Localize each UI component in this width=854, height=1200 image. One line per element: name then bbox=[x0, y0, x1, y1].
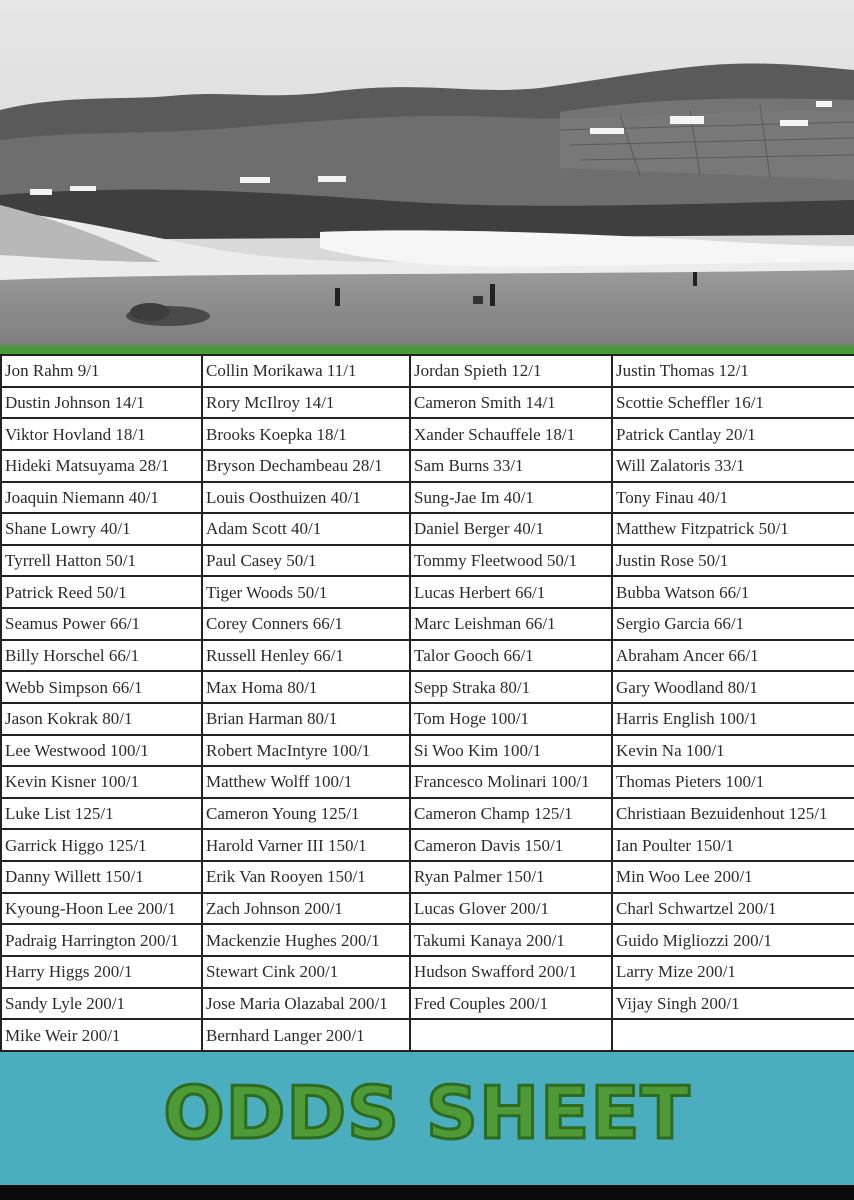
odds-cell: Ian Poulter 150/1 bbox=[612, 829, 854, 861]
odds-cell: Si Woo Kim 100/1 bbox=[410, 735, 612, 767]
odds-cell: Ryan Palmer 150/1 bbox=[410, 861, 612, 893]
odds-cell: Zach Johnson 200/1 bbox=[202, 893, 410, 925]
table-row bbox=[1, 576, 854, 608]
odds-cell: Jason Kokrak 80/1 bbox=[1, 703, 202, 735]
title-banner bbox=[0, 1052, 854, 1185]
odds-cell: Harold Varner III 150/1 bbox=[202, 829, 410, 861]
odds-cell: Christiaan Bezuidenhout 125/1 bbox=[612, 798, 854, 830]
table-row bbox=[1, 703, 854, 735]
odds-cell: Tony Finau 40/1 bbox=[612, 482, 854, 514]
odds-cell: Padraig Harrington 200/1 bbox=[1, 924, 202, 956]
odds-cell: Joaquin Niemann 40/1 bbox=[1, 482, 202, 514]
odds-cell: Tom Hoge 100/1 bbox=[410, 703, 612, 735]
table-row bbox=[1, 798, 854, 830]
odds-cell: Sergio Garcia 66/1 bbox=[612, 608, 854, 640]
odds-cell: Tiger Woods 50/1 bbox=[202, 576, 410, 608]
odds-cell bbox=[612, 1019, 854, 1051]
table-row bbox=[1, 893, 854, 925]
odds-cell: Sepp Straka 80/1 bbox=[410, 671, 612, 703]
odds-cell: Lucas Glover 200/1 bbox=[410, 893, 612, 925]
odds-cell: Billy Horschel 66/1 bbox=[1, 640, 202, 672]
table-row bbox=[1, 766, 854, 798]
odds-cell: Larry Mize 200/1 bbox=[612, 956, 854, 988]
table-row bbox=[1, 924, 854, 956]
odds-cell: Scottie Scheffler 16/1 bbox=[612, 387, 854, 419]
odds-cell: Fred Couples 200/1 bbox=[410, 988, 612, 1020]
odds-cell: Justin Thomas 12/1 bbox=[612, 355, 854, 387]
odds-cell: Sam Burns 33/1 bbox=[410, 450, 612, 482]
odds-cell: Kyoung-Hoon Lee 200/1 bbox=[1, 893, 202, 925]
odds-cell: Harris English 100/1 bbox=[612, 703, 854, 735]
odds-cell: Rory McIlroy 14/1 bbox=[202, 387, 410, 419]
table-row bbox=[1, 418, 854, 450]
odds-cell: Bernhard Langer 200/1 bbox=[202, 1019, 410, 1051]
odds-cell: Vijay Singh 200/1 bbox=[612, 988, 854, 1020]
odds-cell: Bubba Watson 66/1 bbox=[612, 576, 854, 608]
odds-cell: Lee Westwood 100/1 bbox=[1, 735, 202, 767]
odds-cell: Danny Willett 150/1 bbox=[1, 861, 202, 893]
odds-cell: Stewart Cink 200/1 bbox=[202, 956, 410, 988]
table-row bbox=[1, 608, 854, 640]
odds-cell: Matthew Wolff 100/1 bbox=[202, 766, 410, 798]
odds-cell: Corey Conners 66/1 bbox=[202, 608, 410, 640]
odds-cell: Daniel Berger 40/1 bbox=[410, 513, 612, 545]
table-row bbox=[1, 1019, 854, 1051]
odds-cell: Takumi Kanaya 200/1 bbox=[410, 924, 612, 956]
odds-cell: Guido Migliozzi 200/1 bbox=[612, 924, 854, 956]
odds-cell: Justin Rose 50/1 bbox=[612, 545, 854, 577]
table-row bbox=[1, 482, 854, 514]
odds-cell: Dustin Johnson 14/1 bbox=[1, 387, 202, 419]
odds-cell: Kevin Na 100/1 bbox=[612, 735, 854, 767]
odds-cell: Thomas Pieters 100/1 bbox=[612, 766, 854, 798]
odds-cell: Collin Morikawa 11/1 bbox=[202, 355, 410, 387]
table-row bbox=[1, 988, 854, 1020]
odds-cell: Sandy Lyle 200/1 bbox=[1, 988, 202, 1020]
odds-cell: Patrick Cantlay 20/1 bbox=[612, 418, 854, 450]
odds-sheet-title: ODDS SHEET bbox=[163, 1071, 691, 1155]
table-row bbox=[1, 956, 854, 988]
odds-cell: Russell Henley 66/1 bbox=[202, 640, 410, 672]
table-row bbox=[1, 513, 854, 545]
bottom-black-bar bbox=[0, 1185, 854, 1200]
golf-links-photo bbox=[0, 0, 854, 345]
odds-table-body bbox=[1, 355, 854, 1051]
odds-cell: Erik Van Rooyen 150/1 bbox=[202, 861, 410, 893]
odds-cell: Francesco Molinari 100/1 bbox=[410, 766, 612, 798]
odds-cell: Paul Casey 50/1 bbox=[202, 545, 410, 577]
odds-cell: Abraham Ancer 66/1 bbox=[612, 640, 854, 672]
table-row bbox=[1, 861, 854, 893]
odds-cell: Max Homa 80/1 bbox=[202, 671, 410, 703]
odds-cell: Marc Leishman 66/1 bbox=[410, 608, 612, 640]
table-row bbox=[1, 829, 854, 861]
odds-cell: Cameron Davis 150/1 bbox=[410, 829, 612, 861]
odds-cell: Hideki Matsuyama 28/1 bbox=[1, 450, 202, 482]
odds-cell: Luke List 125/1 bbox=[1, 798, 202, 830]
odds-cell: Harry Higgs 200/1 bbox=[1, 956, 202, 988]
odds-cell: Talor Gooch 66/1 bbox=[410, 640, 612, 672]
table-row bbox=[1, 355, 854, 387]
odds-cell: Brooks Koepka 18/1 bbox=[202, 418, 410, 450]
odds-cell: Adam Scott 40/1 bbox=[202, 513, 410, 545]
odds-cell: Shane Lowry 40/1 bbox=[1, 513, 202, 545]
odds-cell: Seamus Power 66/1 bbox=[1, 608, 202, 640]
table-row bbox=[1, 545, 854, 577]
odds-cell: Min Woo Lee 200/1 bbox=[612, 861, 854, 893]
odds-cell: Louis Oosthuizen 40/1 bbox=[202, 482, 410, 514]
table-row bbox=[1, 640, 854, 672]
odds-cell: Cameron Champ 125/1 bbox=[410, 798, 612, 830]
table-row bbox=[1, 387, 854, 419]
odds-cell: Bryson Dechambeau 28/1 bbox=[202, 450, 410, 482]
green-divider bbox=[0, 345, 854, 354]
odds-cell: Kevin Kisner 100/1 bbox=[1, 766, 202, 798]
odds-cell bbox=[410, 1019, 612, 1051]
odds-cell: Charl Schwartzel 200/1 bbox=[612, 893, 854, 925]
odds-cell: Viktor Hovland 18/1 bbox=[1, 418, 202, 450]
odds-cell: Hudson Swafford 200/1 bbox=[410, 956, 612, 988]
odds-cell: Patrick Reed 50/1 bbox=[1, 576, 202, 608]
odds-cell: Cameron Smith 14/1 bbox=[410, 387, 612, 419]
odds-cell: Robert MacIntyre 100/1 bbox=[202, 735, 410, 767]
table-row bbox=[1, 735, 854, 767]
table-row bbox=[1, 450, 854, 482]
odds-cell: Matthew Fitzpatrick 50/1 bbox=[612, 513, 854, 545]
odds-cell: Lucas Herbert 66/1 bbox=[410, 576, 612, 608]
odds-cell: Xander Schauffele 18/1 bbox=[410, 418, 612, 450]
odds-cell: Tommy Fleetwood 50/1 bbox=[410, 545, 612, 577]
odds-cell: Jose Maria Olazabal 200/1 bbox=[202, 988, 410, 1020]
odds-cell: Cameron Young 125/1 bbox=[202, 798, 410, 830]
odds-table bbox=[0, 354, 854, 1052]
odds-cell: Jordan Spieth 12/1 bbox=[410, 355, 612, 387]
odds-cell: Mackenzie Hughes 200/1 bbox=[202, 924, 410, 956]
odds-cell: Garrick Higgo 125/1 bbox=[1, 829, 202, 861]
odds-cell: Will Zalatoris 33/1 bbox=[612, 450, 854, 482]
odds-cell: Sung-Jae Im 40/1 bbox=[410, 482, 612, 514]
odds-cell: Gary Woodland 80/1 bbox=[612, 671, 854, 703]
odds-cell: Tyrrell Hatton 50/1 bbox=[1, 545, 202, 577]
odds-cell: Webb Simpson 66/1 bbox=[1, 671, 202, 703]
odds-cell: Mike Weir 200/1 bbox=[1, 1019, 202, 1051]
odds-cell: Brian Harman 80/1 bbox=[202, 703, 410, 735]
odds-cell: Jon Rahm 9/1 bbox=[1, 355, 202, 387]
table-row bbox=[1, 671, 854, 703]
